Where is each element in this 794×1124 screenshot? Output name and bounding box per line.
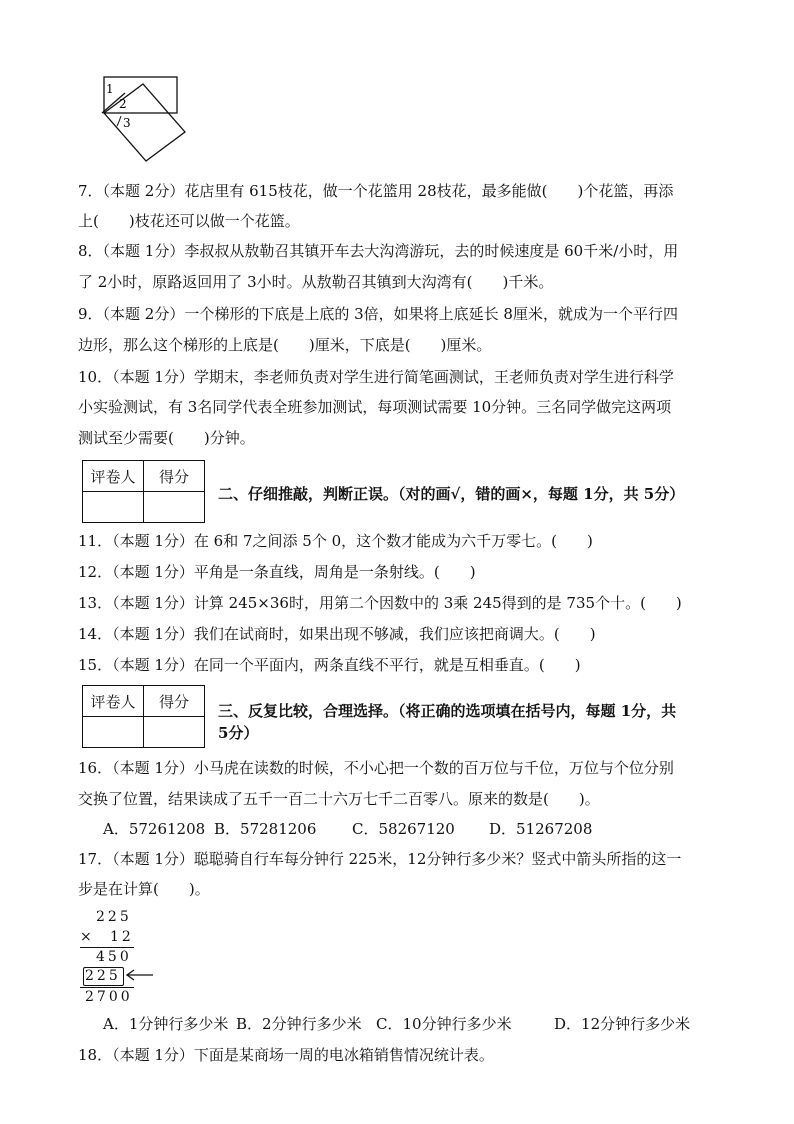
question-10-line-2: 小实验测试，有 3名同学代表全班参加测试，每项测试需要 10分钟。三名同学做完这两项 (78, 398, 672, 416)
question-14: 14．（本题 1分）我们在试商时，如果出现不够减，我们应该把商调大。( ) (78, 625, 596, 643)
angle-label-1: 1 (106, 82, 114, 96)
score-table-section-2 (82, 460, 205, 523)
score-table-score-cell[interactable] (144, 717, 205, 748)
question-16-option-b[interactable]: B．57281206 (214, 820, 317, 838)
question-9-line-1: 9．（本题 2分）一个梯形的下底是上底的 3倍，如果将上底延长 8厘米，就成为一个平行四 (78, 305, 678, 323)
angle-label-3: 3 (123, 116, 131, 130)
score-table-section-3 (82, 685, 205, 748)
question-7-line-1: 7．（本题 2分）花店里有 615枝花，做一个花篮用 28枝花，最多能做( )个花篮，再添 (78, 182, 674, 200)
section-3-heading-line-1: 三、反复比较，合理选择。（将正确的选项填在括号内，每题 1分，共 (218, 702, 677, 720)
figure-rectangle (104, 77, 177, 113)
partial-product-1: 450 (96, 949, 132, 965)
arrow-left-icon (124, 969, 154, 981)
score-table-reviewer-cell[interactable] (83, 492, 144, 523)
question-10-line-3: 测试至少需要( )分钟。 (78, 429, 255, 447)
score-table-reviewer-label: 评卷人 (83, 461, 144, 492)
partial-product-2: 225 (85, 968, 121, 984)
question-15: 15．（本题 1分）在同一个平面内，两条直线不平行，就是互相垂直。( ) (78, 656, 581, 674)
question-16-option-d[interactable]: D．51267208 (489, 820, 593, 838)
question-17-option-b[interactable]: B．2分钟行多少米 (236, 1015, 362, 1033)
question-9-line-2: 边形，那么这个梯形的上底是( )厘米，下底是( )厘米。 (78, 336, 492, 354)
angle-label-2: 2 (119, 97, 127, 111)
question-16-option-c[interactable]: C．58267120 (352, 820, 455, 838)
multiplicand: 225 (96, 909, 132, 925)
question-17-line-2: 步是在计算( )。 (78, 880, 210, 898)
section-2-heading: 二、仔细推敲，判断正误。（对的画√，错的画×，每题 1分，共 5分） (218, 485, 685, 503)
product-result: 2700 (85, 989, 133, 1005)
question-17-option-a[interactable]: A．1分钟行多少米 (103, 1015, 229, 1033)
question-17-option-c[interactable]: C．10分钟行多少米 (376, 1015, 512, 1033)
question-16-option-a[interactable]: A．57261208 (103, 820, 206, 838)
figure-rotated-rectangle (104, 84, 185, 161)
question-8-line-1: 8．（本题 1分）李叔叔从敖勒召其镇开车去大沟湾游玩，去的时候速度是 60千米/小时，用 (78, 242, 679, 260)
question-11: 11．（本题 1分）在 6和 7之间添 5个 0，这个数才能成为六千万零七。( ) (78, 532, 593, 550)
question-12: 12．（本题 1分）平角是一条直线，周角是一条射线。( ) (78, 563, 476, 581)
multiply-operator: × (80, 929, 95, 945)
question-17-line-1: 17．（本题 1分）聪聪骑自行车每分钟行 225米，12分钟行多少米？竖式中箭头所指的这一 (78, 850, 682, 868)
score-table-reviewer-cell[interactable] (83, 717, 144, 748)
question-16-line-2: 交换了位置，结果读成了五千一百二十六万七千二百零八。原来的数是( )。 (78, 790, 600, 808)
multiplier: 12 (110, 929, 134, 945)
question-10-line-1: 10．（本题 1分）学期末，李老师负责对学生进行简笔画测试，王老师负责对学生进行科学 (78, 368, 674, 386)
question-7-line-2: 上( )枝花还可以做一个花篮。 (78, 212, 300, 230)
question-17-option-d[interactable]: D．12分钟行多少米 (554, 1015, 691, 1033)
question-18: 18．（本题 1分）下面是某商场一周的电冰箱销售情况统计表。 (78, 1046, 494, 1064)
angle-figure (95, 70, 215, 170)
score-table-score-cell[interactable] (144, 492, 205, 523)
question-16-line-1: 16．（本题 1分）小马虎在读数的时候，不小心把一个数的百万位与千位，万位与个位分别 (78, 759, 674, 777)
angle-arc (117, 116, 121, 126)
question-8-line-2: 了 2小时，原路返回用了 3小时。从敖勒召其镇到大沟湾有( )千米。 (78, 273, 554, 291)
score-table-score-label: 得分 (144, 686, 205, 717)
score-table-reviewer-label: 评卷人 (83, 686, 144, 717)
section-3-heading-line-2: 5分） (218, 724, 259, 742)
score-table-score-label: 得分 (144, 461, 205, 492)
question-13: 13．（本题 1分）计算 245×36时，用第二个因数中的 3乘 245得到的是 735个十。( ) (78, 594, 682, 612)
